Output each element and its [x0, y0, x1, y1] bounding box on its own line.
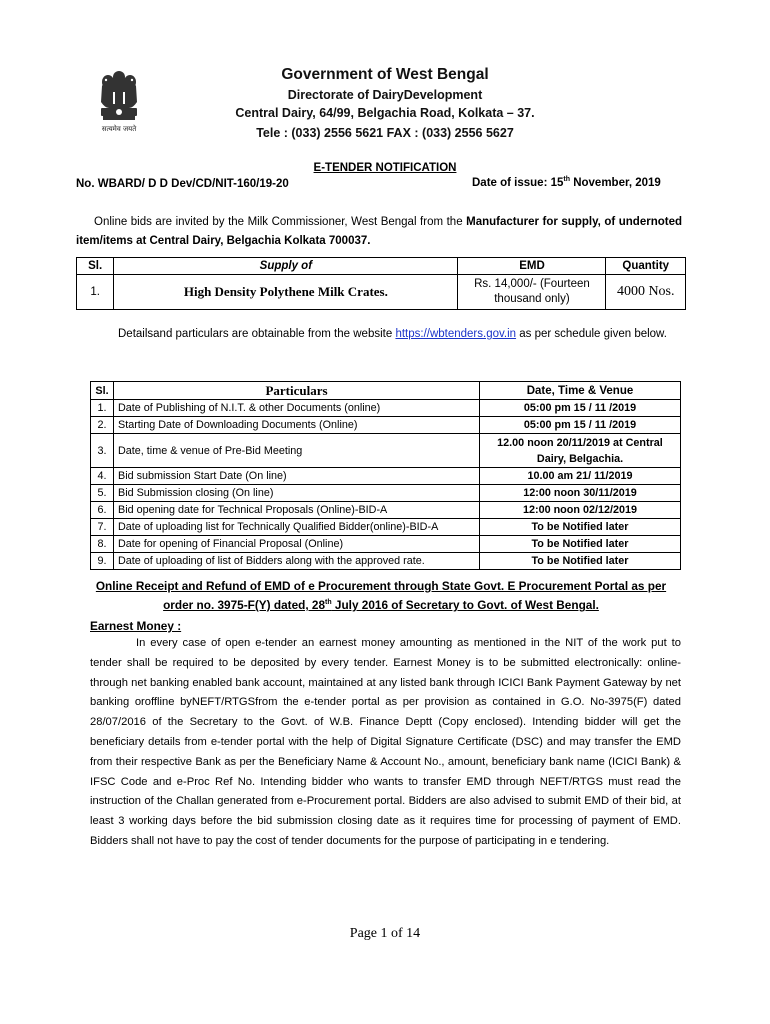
earnest-money-paragraph: In every case of open e-tender an earnest money amounting as mentioned in the NIT of the work put to tender shall be required to be deposited by every tender. Earnest Money is to be submitted electronically: online-through net banking enabled bank account, maintained at any listed bank through ICICI Bank Payment Gateway by net banking oroffline byNEFT/RTGSfrom the e-tender portal as per provision as contained in G.O. No-3975(F) dated 28/07/2016 of the Secretary to the Govt. of W.B. Finance Deptt (Copy enclosed). Intending bidder will get the beneficiary details from e-tender portal with the help of Digital Signature Certificate (DSC) and may transfer the EMD from their respective Bank as per the Beneficiary Name & Account No., amount, beneficiary bank name (ICICI Bank) & IFSC Code and e-Proc Ref No. Intending bidder who wants to transfer EMD through NEFT/RTGS must read the instruction of the Challan generated from e-Procurement portal. Bidders are also advised to submit EMD of their bid, at least 3 working days before the bid submission closing date as it requires time for processing of payment of EMD. Bidders shall not have to pay the cost of tender documents for the purpose of participating in e tendering.	[90, 637, 681, 847]
emd-heading-line1: Online Receipt and Refund of EMD of e Procurement through State Govt. E Procurement Portal as per	[95, 579, 667, 593]
col-date-venue: Date, Time & Venue	[480, 382, 681, 400]
supply-table-header	[77, 258, 686, 275]
emd-heading-line2: order no. 3975-F(Y) dated, 28th July 2016 of Secretary to Govt. of West Bengal.	[163, 598, 599, 612]
cell-sl: 7.	[91, 519, 114, 536]
cell-sl: 1.	[77, 275, 114, 310]
cell-particular: Bid submission Start Date (On line)	[114, 468, 480, 485]
cell-particular: Date of uploading of list of Bidders along with the approved rate.	[114, 553, 480, 570]
cell-particular: Date, time & venue of Pre-Bid Meeting	[114, 434, 480, 468]
table-row	[91, 553, 681, 570]
page-number: Page 1 of 14	[349, 926, 421, 941]
table-row	[91, 417, 681, 434]
cell-date: 10.00 am 21/ 11/2019	[480, 468, 681, 485]
cell-quantity: 4000 Nos.	[606, 275, 686, 310]
cell-date: To be Notified later	[480, 553, 681, 570]
cell-particular: Bid opening date for Technical Proposals (Online)-BID-A	[114, 502, 480, 519]
col-supply: Supply of	[114, 258, 458, 275]
cell-date: 05:00 pm 15 / 11 /2019	[480, 400, 681, 417]
cell-date: To be Notified later	[480, 536, 681, 553]
cell-emd: Rs. 14,000/- (Fourteen thousand only)	[458, 275, 606, 310]
cell-particular: Date of Publishing of N.I.T. & other Documents (online)	[114, 400, 480, 417]
cell-sl: 2.	[91, 417, 114, 434]
cell-sl: 1.	[91, 400, 114, 417]
details-paragraph: Detailsand particulars are obtainable from the website https://wbtenders.gov.in as per schedule given below.	[118, 328, 667, 340]
cell-supply: High Density Polythene Milk Crates.	[114, 275, 458, 310]
col-particulars: Particulars	[114, 382, 480, 400]
cell-particular: Starting Date of Downloading Documents (Online)	[114, 417, 480, 434]
notice-date: Date of issue: 15th November, 2019	[472, 176, 661, 189]
cell-sl: 6.	[91, 502, 114, 519]
table-row	[91, 519, 681, 536]
table-row	[77, 275, 686, 310]
earnest-money-heading: Earnest Money :	[90, 619, 182, 633]
cell-sl: 3.	[91, 434, 114, 468]
table-row	[91, 485, 681, 502]
notice-heading: E-TENDER NOTIFICATION	[313, 162, 457, 174]
table-row	[91, 400, 681, 417]
contact-line: Tele : (033) 2556 5621 FAX : (033) 2556 5627	[256, 126, 514, 140]
intro-paragraph: Online bids are invited by the Milk Commissioner, West Bengal from the Manufacturer for supply, of undernoted item/items at Central Dairy, Belgachia Kolkata 700037.	[76, 216, 682, 247]
directorate-line: Directorate of DairyDevelopment	[287, 88, 483, 102]
cell-particular: Date for opening of Financial Proposal (Online)	[114, 536, 480, 553]
cell-date: 05:00 pm 15 / 11 /2019	[480, 417, 681, 434]
cell-particular: Bid Submission closing (On line)	[114, 485, 480, 502]
cell-date: 12.00 noon 20/11/2019 at Central Dairy, Belgachia.	[480, 434, 681, 468]
emblem-caption: सत्यमेव जयते	[101, 125, 137, 133]
cell-sl: 4.	[91, 468, 114, 485]
cell-sl: 9.	[91, 553, 114, 570]
col-sl: Sl.	[77, 258, 114, 275]
col-emd: EMD	[458, 258, 606, 275]
table-row	[91, 468, 681, 485]
notice-number: No. WBARD/ D D Dev/CD/NIT-160/19-20	[76, 178, 289, 190]
cell-date: 12:00 noon 30/11/2019	[480, 485, 681, 502]
gov-title: Government of West Bengal	[281, 66, 489, 83]
cell-sl: 8.	[91, 536, 114, 553]
col-quantity: Quantity	[606, 258, 686, 275]
schedule-table-header	[91, 382, 681, 400]
table-row	[91, 502, 681, 519]
col-sl: Sl.	[91, 382, 114, 400]
cell-particular: Date of uploading list for Technically Qualified Bidder(online)-BID-A	[114, 519, 480, 536]
cell-date: To be Notified later	[480, 519, 681, 536]
address-line: Central Dairy, 64/99, Belgachia Road, Kolkata – 37.	[235, 106, 535, 120]
tender-website-link[interactable]: https://wbtenders.gov.in	[395, 328, 517, 340]
schedule-table	[90, 381, 681, 570]
cell-date: 12:00 noon 02/12/2019	[480, 502, 681, 519]
supply-table	[76, 257, 686, 310]
table-row	[91, 536, 681, 553]
table-row	[91, 434, 681, 468]
cell-sl: 5.	[91, 485, 114, 502]
